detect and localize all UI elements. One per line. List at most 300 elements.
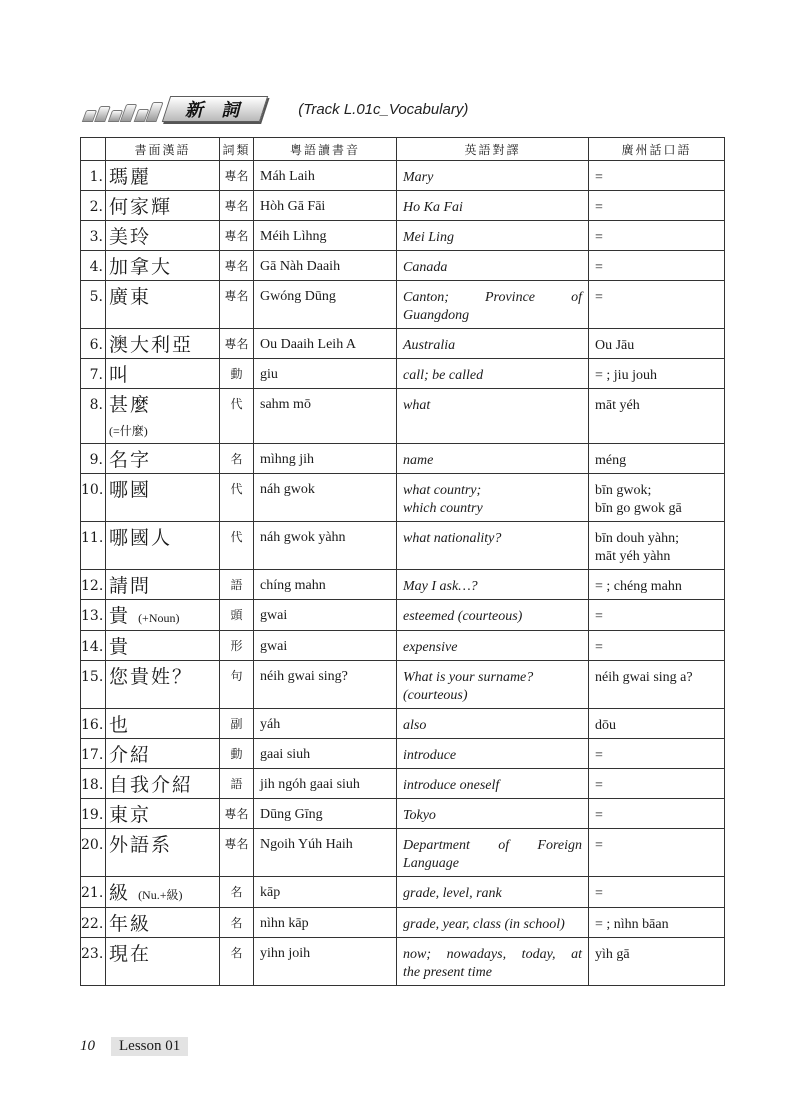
hanzi-cell (106, 661, 220, 709)
colloquial-text: = (595, 748, 603, 763)
hanzi-text: 澳大利亞 (109, 334, 194, 356)
header-colloquial: 廣州話口語 (589, 138, 725, 161)
jyutping-text: jih ngóh gaai siuh (260, 777, 360, 792)
english-cell (397, 799, 589, 829)
row-number (81, 161, 106, 191)
colloquial-cell (589, 251, 725, 281)
jyutping-text: giu (260, 367, 278, 382)
hanzi-text: 廣東 (109, 286, 152, 308)
row-number (81, 474, 106, 522)
table-row (81, 359, 725, 389)
hanzi-cell (106, 444, 220, 474)
row-number-text: 20. (81, 837, 104, 853)
part-of-speech-text: 代 (230, 482, 243, 496)
english-cell (397, 769, 589, 799)
row-number (81, 359, 106, 389)
colloquial-text: = (595, 290, 603, 305)
hanzi-cell (106, 251, 220, 281)
jyutping-text: náh gwok (260, 482, 315, 497)
english-cell (397, 359, 589, 389)
part-of-speech-cell (220, 221, 254, 251)
part-of-speech-cell (220, 661, 254, 709)
row-number-text: 18. (81, 777, 104, 793)
jyutping-cell (254, 600, 397, 631)
hanzi-cell (106, 474, 220, 522)
table-row (81, 799, 725, 829)
english-text: esteemed (courteous) (403, 609, 523, 624)
table-row (81, 829, 725, 877)
part-of-speech-cell (220, 191, 254, 221)
hanzi-cell (106, 709, 220, 739)
english-cell (397, 709, 589, 739)
english-text: what country; (403, 483, 482, 498)
english-text: What is your surname? (403, 670, 534, 685)
colloquial-cell (589, 444, 725, 474)
colloquial-cell (589, 570, 725, 600)
hanzi-cell (106, 600, 220, 631)
english-cell (397, 570, 589, 600)
colloquial-text: néih gwai sing a? (595, 670, 693, 685)
hanzi-cell (106, 799, 220, 829)
part-of-speech-cell (220, 631, 254, 661)
jyutping-text: Ngoih Yúh Haih (260, 837, 353, 852)
colloquial-text: = ; nìhn bāan (595, 917, 669, 932)
colloquial-text: = (595, 886, 603, 901)
colloquial-text: = (595, 808, 603, 823)
colloquial-text: = (595, 778, 603, 793)
jyutping-cell (254, 522, 397, 570)
hanzi-cell (106, 522, 220, 570)
english-text: grade, year, class (in school) (403, 917, 565, 932)
hanzi-cell (106, 281, 220, 329)
hanzi-text: 現在 (109, 943, 152, 965)
colloquial-cell (589, 191, 725, 221)
english-cell (397, 908, 589, 938)
english-cell (397, 877, 589, 908)
jyutping-text: néih gwai sing? (260, 669, 348, 684)
english-text: what nationality? (403, 531, 502, 546)
colloquial-text: = (595, 609, 603, 624)
row-number-text: 2. (89, 199, 103, 215)
row-number (81, 769, 106, 799)
colloquial-cell (589, 769, 725, 799)
row-number (81, 329, 106, 359)
hanzi-text: 瑪麗 (109, 166, 152, 188)
hanzi-text: 甚麼 (109, 394, 152, 416)
colloquial-cell (589, 938, 725, 986)
row-number-text: 19. (81, 807, 104, 823)
row-number-text: 10. (81, 482, 104, 498)
colloquial-cell (589, 829, 725, 877)
table-row (81, 908, 725, 938)
colloquial-cell (589, 661, 725, 709)
part-of-speech-text: 專名 (224, 837, 249, 851)
hanzi-text: 介紹 (109, 744, 152, 766)
jyutping-text: gwai (260, 608, 288, 623)
hanzi-text: 貴 (109, 636, 131, 658)
hanzi-text: 美玲 (109, 226, 152, 248)
hanzi-cell (106, 908, 220, 938)
hanzi-text: 外語系 (109, 834, 173, 856)
header-english: 英語對譯 (397, 138, 589, 161)
hanzi-text: 何家輝 (109, 196, 173, 218)
english-cell (397, 739, 589, 769)
part-of-speech-cell (220, 600, 254, 631)
part-of-speech-text: 名 (230, 452, 243, 466)
english-text-line2: Guangdong (403, 308, 470, 323)
english-text-line2: which country (403, 501, 483, 516)
part-of-speech-text: 專名 (224, 169, 249, 183)
table-row (81, 281, 725, 329)
jyutping-text: gwai (260, 639, 288, 654)
hanzi-text: 級 (109, 882, 131, 904)
english-text: call; be called (403, 368, 484, 383)
table-row (81, 161, 725, 191)
colloquial-text: = (595, 200, 603, 215)
english-text: Mary (403, 170, 434, 185)
english-cell (397, 281, 589, 329)
part-of-speech-text: 名 (230, 885, 243, 899)
english-text: grade, level, rank (403, 886, 502, 901)
hanzi-text: 加拿大 (109, 256, 173, 278)
hanzi-cell (106, 877, 220, 908)
jyutping-cell (254, 251, 397, 281)
part-of-speech-text: 副 (230, 717, 243, 731)
part-of-speech-text: 專名 (224, 259, 249, 273)
part-of-speech-text: 名 (230, 916, 243, 930)
jyutping-cell (254, 938, 397, 986)
jyutping-text: sahm mō (260, 397, 311, 412)
row-number-text: 21. (81, 885, 104, 901)
english-text: expensive (403, 640, 458, 655)
row-number-text: 1. (89, 169, 103, 185)
row-number-text: 6. (89, 337, 103, 353)
hanzi-text: 您貴姓？ (109, 666, 194, 688)
row-number-text: 11. (81, 530, 104, 546)
colloquial-text: = (595, 640, 603, 655)
hanzi-cell (106, 938, 220, 986)
english-cell (397, 938, 589, 986)
english-cell (397, 631, 589, 661)
header-reading-pronunciation: 粵語讀書音 (254, 138, 397, 161)
table-row (81, 769, 725, 799)
hanzi-cell (106, 221, 220, 251)
hanzi-cell (106, 161, 220, 191)
jyutping-text: yihn joih (260, 946, 311, 961)
colloquial-cell (589, 739, 725, 769)
header-written-chinese: 書面漢語 (106, 138, 220, 161)
colloquial-cell (589, 389, 725, 444)
english-cell (397, 251, 589, 281)
row-number-text: 3. (89, 229, 103, 245)
part-of-speech-cell (220, 444, 254, 474)
jyutping-cell (254, 359, 397, 389)
row-number-text: 16. (81, 717, 104, 733)
table-row (81, 631, 725, 661)
table-row (81, 661, 725, 709)
english-cell (397, 474, 589, 522)
colloquial-text: = ; chéng mahn (595, 579, 682, 594)
vocabulary-header (84, 94, 468, 124)
hanzi-cell (106, 389, 220, 444)
english-text: Department of Foreign (403, 838, 582, 853)
row-number-text: 12. (81, 578, 104, 594)
table-row (81, 474, 725, 522)
colloquial-cell (589, 709, 725, 739)
hanzi-text: 貴 (109, 605, 131, 627)
row-number-text: 5. (89, 289, 103, 305)
jyutping-text: mìhng jih (260, 452, 315, 467)
table-row (81, 570, 725, 600)
part-of-speech-text: 句 (230, 669, 243, 683)
row-number-text: 17. (81, 747, 104, 763)
hanzi-text: 哪國 (109, 479, 152, 501)
colloquial-text: = (595, 170, 603, 185)
table-row (81, 389, 725, 444)
jyutping-cell (254, 221, 397, 251)
row-number (81, 739, 106, 769)
english-text: Canton; Province of (403, 290, 582, 305)
english-text-line2: (courteous) (403, 688, 468, 703)
row-number (81, 631, 106, 661)
table-header-row (81, 138, 725, 161)
part-of-speech-cell (220, 251, 254, 281)
colloquial-cell (589, 522, 725, 570)
part-of-speech-text: 代 (230, 530, 243, 544)
part-of-speech-cell (220, 522, 254, 570)
part-of-speech-text: 頭 (230, 608, 243, 622)
hanzi-cell (106, 191, 220, 221)
row-number-text: 13. (81, 608, 104, 624)
english-cell (397, 661, 589, 709)
table-row (81, 938, 725, 986)
jyutping-text: Méih Lìhng (260, 229, 327, 244)
english-cell (397, 444, 589, 474)
page-number: 10 (80, 1038, 95, 1054)
colloquial-cell (589, 221, 725, 251)
row-number-text: 23. (81, 946, 104, 962)
hanzi-cell (106, 631, 220, 661)
vocabulary-rows (81, 161, 725, 986)
part-of-speech-cell (220, 938, 254, 986)
table-row (81, 329, 725, 359)
english-text: introduce (403, 748, 457, 763)
jyutping-text: Gā Nàh Daaih (260, 259, 341, 274)
jyutping-cell (254, 474, 397, 522)
english-text-line2: Language (403, 856, 459, 871)
colloquial-text: dōu (595, 718, 616, 733)
table-row (81, 522, 725, 570)
row-number (81, 938, 106, 986)
part-of-speech-cell (220, 281, 254, 329)
english-text: what (403, 398, 431, 413)
jyutping-cell (254, 829, 397, 877)
english-text: Ho Ka Fai (403, 200, 463, 215)
colloquial-cell (589, 908, 725, 938)
jyutping-cell (254, 739, 397, 769)
jyutping-text: Dūng Gīng (260, 807, 323, 822)
english-cell (397, 221, 589, 251)
part-of-speech-cell (220, 769, 254, 799)
colloquial-cell (589, 877, 725, 908)
part-of-speech-text: 動 (230, 747, 243, 761)
table-row (81, 191, 725, 221)
colloquial-text-line2: bīn go gwok gā (595, 501, 682, 516)
part-of-speech-cell (220, 709, 254, 739)
table-row (81, 251, 725, 281)
part-of-speech-cell (220, 161, 254, 191)
table-row (81, 444, 725, 474)
jyutping-text: Máh Laih (260, 169, 315, 184)
colloquial-text: Ou Jāu (595, 338, 635, 353)
english-text: May I ask…? (403, 579, 478, 594)
jyutping-cell (254, 908, 397, 938)
colloquial-text: bīn gwok; (595, 483, 652, 498)
hanzi-text: 叫 (109, 364, 131, 386)
row-number-text: 8. (89, 397, 103, 413)
english-cell (397, 191, 589, 221)
row-number-text: 14. (81, 639, 104, 655)
part-of-speech-text: 專名 (224, 199, 249, 213)
part-of-speech-cell (220, 359, 254, 389)
row-number-text: 15. (81, 669, 104, 685)
hanzi-cell (106, 769, 220, 799)
table-row (81, 877, 725, 908)
colloquial-cell (589, 329, 725, 359)
english-cell (397, 522, 589, 570)
section-title-tab (162, 96, 269, 122)
part-of-speech-cell (220, 570, 254, 600)
row-number (81, 191, 106, 221)
jyutping-cell (254, 161, 397, 191)
colloquial-text: méng (595, 453, 627, 468)
jyutping-cell (254, 709, 397, 739)
track-label: (Track L.01c_Vocabulary) (298, 100, 469, 118)
row-number-text: 7. (89, 367, 103, 383)
hanzi-cell (106, 829, 220, 877)
lesson-label: Lesson 01 (111, 1037, 188, 1056)
english-text: introduce oneself (403, 778, 500, 793)
row-number (81, 877, 106, 908)
jyutping-text: Gwóng Dūng (260, 289, 336, 304)
hanzi-text: 年級 (109, 913, 152, 935)
hanzi-note: (=什麼) (109, 424, 148, 438)
part-of-speech-text: 專名 (224, 807, 249, 821)
hanzi-note: (+Noun) (138, 611, 180, 625)
colloquial-text: = (595, 260, 603, 275)
colloquial-cell (589, 474, 725, 522)
row-number (81, 829, 106, 877)
header-number (81, 138, 106, 161)
colloquial-cell (589, 281, 725, 329)
part-of-speech-text: 形 (230, 639, 243, 653)
hanzi-text: 也 (109, 714, 131, 736)
part-of-speech-cell (220, 877, 254, 908)
english-text: name (403, 453, 434, 468)
hanzi-text: 自我介紹 (109, 774, 194, 796)
jyutping-cell (254, 661, 397, 709)
row-number (81, 570, 106, 600)
part-of-speech-text: 名 (230, 946, 243, 960)
decorative-stripes-icon (84, 96, 162, 122)
colloquial-cell (589, 359, 725, 389)
jyutping-text: chíng mahn (260, 578, 326, 593)
page-footer (80, 1037, 188, 1056)
colloquial-text: māt yéh (595, 398, 640, 413)
part-of-speech-cell (220, 474, 254, 522)
part-of-speech-cell (220, 799, 254, 829)
row-number (81, 221, 106, 251)
hanzi-text: 請問 (109, 575, 152, 597)
row-number (81, 251, 106, 281)
jyutping-text: kāp (260, 885, 281, 900)
hanzi-cell (106, 359, 220, 389)
jyutping-cell (254, 769, 397, 799)
colloquial-text: bīn douh yàhn; (595, 531, 679, 546)
english-cell (397, 829, 589, 877)
jyutping-cell (254, 329, 397, 359)
table-row (81, 739, 725, 769)
english-cell (397, 329, 589, 359)
jyutping-cell (254, 191, 397, 221)
part-of-speech-text: 語 (230, 777, 243, 791)
row-number-text: 4. (89, 259, 103, 275)
english-text: Tokyo (403, 808, 436, 823)
hanzi-cell (106, 570, 220, 600)
jyutping-cell (254, 631, 397, 661)
english-text: now; nowadays, today, at (403, 947, 582, 962)
english-text: Mei Ling (403, 230, 454, 245)
hanzi-cell (106, 739, 220, 769)
english-text: Canada (403, 260, 448, 275)
row-number-text: 9. (89, 452, 103, 468)
part-of-speech-cell (220, 829, 254, 877)
english-text: Australia (403, 338, 456, 353)
colloquial-cell (589, 799, 725, 829)
row-number (81, 709, 106, 739)
part-of-speech-text: 專名 (224, 229, 249, 243)
table-row (81, 709, 725, 739)
part-of-speech-cell (220, 739, 254, 769)
colloquial-text: = (595, 838, 603, 853)
table-row (81, 221, 725, 251)
colloquial-cell (589, 631, 725, 661)
hanzi-cell (106, 329, 220, 359)
part-of-speech-cell (220, 329, 254, 359)
part-of-speech-text: 語 (230, 578, 243, 592)
part-of-speech-text: 專名 (224, 289, 249, 303)
row-number (81, 908, 106, 938)
row-number (81, 799, 106, 829)
colloquial-cell (589, 600, 725, 631)
jyutping-text: Ou Daaih Leih A (260, 337, 357, 352)
row-number (81, 522, 106, 570)
row-number (81, 444, 106, 474)
header-part-of-speech: 詞類 (220, 138, 254, 161)
hanzi-note: (Nu.+級) (138, 888, 183, 902)
jyutping-cell (254, 877, 397, 908)
jyutping-cell (254, 389, 397, 444)
jyutping-cell (254, 281, 397, 329)
jyutping-text: gaai siuh (260, 747, 311, 762)
row-number (81, 389, 106, 444)
english-text: also (403, 718, 427, 733)
hanzi-text: 哪國人 (109, 527, 173, 549)
row-number (81, 600, 106, 631)
row-number (81, 661, 106, 709)
part-of-speech-text: 代 (230, 397, 243, 411)
row-number-text: 22. (81, 916, 104, 932)
